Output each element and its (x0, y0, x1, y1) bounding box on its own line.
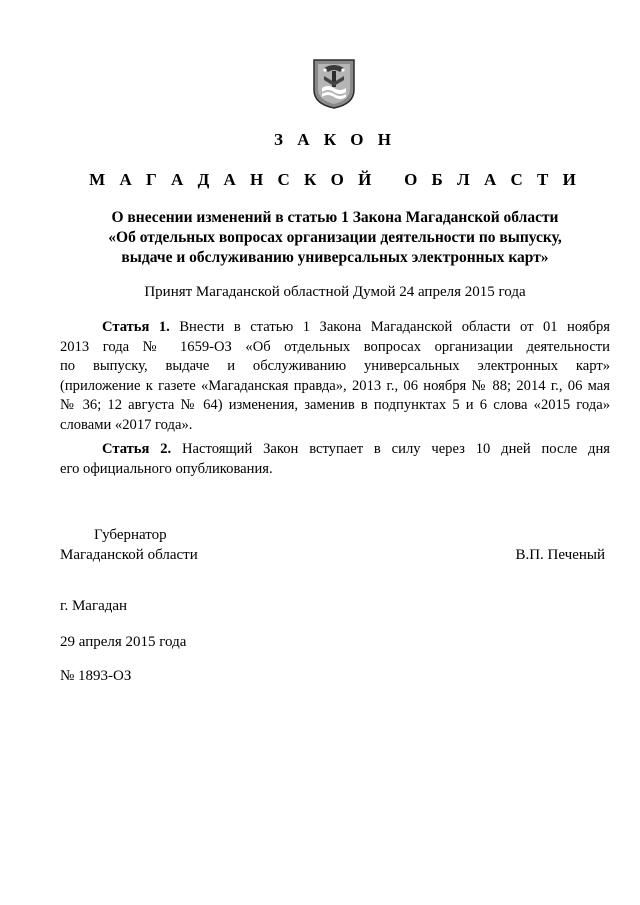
article-2 (60, 440, 610, 479)
article-2-line: его официального опубликования. (60, 460, 273, 477)
article-1-label: Статья 1. (102, 319, 170, 335)
place-of-signing: г. Магадан (60, 598, 128, 614)
law-heading-line: «Об отдельных вопросах организации деятельности по выпуску, (108, 229, 562, 246)
article-1-line: Статья 1. Внести в статью 1 Закона Магаданской области от 01 ноября (102, 319, 611, 335)
signatory-name: В.П. Печеный (515, 547, 605, 563)
region-title: М А Г А Д А Н С К О Й О Б Л А С Т И (89, 170, 581, 189)
law-heading-line: выдаче и обслуживанию универсальных электронных карт» (121, 249, 549, 266)
article-1-line: № 36; 12 августа № 64) изменения, заменив в подпунктах 5 и 6 слова «2015 года» (60, 397, 610, 414)
article-2-label: Статья 2. (102, 441, 172, 457)
signature-row (60, 545, 605, 565)
signatory-position: Губернатор (94, 527, 167, 543)
article-1 (60, 318, 610, 436)
signatory-region: Магаданской области (60, 547, 198, 563)
law-heading-line: О внесении изменений в статью 1 Закона Магаданской области (111, 209, 559, 226)
signing-date: 29 апреля 2015 года (60, 634, 187, 650)
law-heading (60, 208, 610, 268)
document-type-title: З А К О Н (273, 130, 397, 149)
article-1-line: 2013 года № 1659-ОЗ «Об отдельных вопросах организации деятельности (60, 338, 610, 355)
article-1-line: (приложение к газете «Магаданская правда», 2013 г., 06 ноября № 88; 2014 г., 06 мая (60, 377, 610, 394)
article-2-line: Статья 2. Настоящий Закон вступает в силу через 10 дней после дня (102, 441, 610, 457)
coat-of-arms-emblem (312, 58, 356, 110)
article-1-line: словами «2017 года». (60, 416, 193, 433)
article-1-line: по выпуску, выдаче и обслуживанию универсальных электронных карт» (60, 358, 610, 375)
signature-block (60, 525, 605, 565)
law-number: № 1893-ОЗ (60, 668, 132, 684)
adoption-statement: Принят Магаданской областной Думой 24 апреля 2015 года (144, 284, 526, 300)
coat-of-arms-icon (312, 58, 356, 110)
